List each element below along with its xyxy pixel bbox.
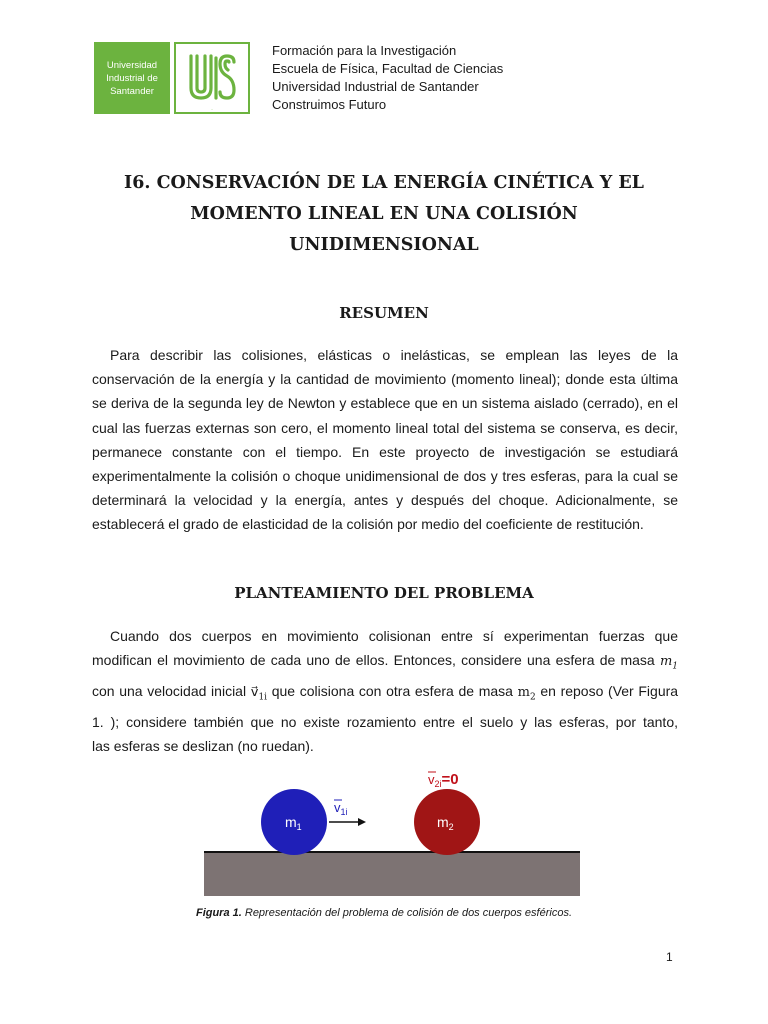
uis-mark-text: UIS <box>211 110 213 111</box>
text-fragment: con una velocidad inicial <box>92 683 247 699</box>
title-line: MOMENTO LINEAL EN UNA COLISIÓN <box>190 204 578 224</box>
text-line: se deriva de la segunda ley de Newton y establece que en un sistema aislado (cerrado), en el <box>92 395 678 412</box>
logo-text-line: Santander <box>110 85 154 97</box>
resumen-paragraph <box>92 343 678 537</box>
text-line: Para describir las colisiones, elásticas o inelásticas, se emplean las leyes de la <box>110 347 678 363</box>
resumen-heading: RESUMEN <box>339 304 429 322</box>
v2-label: $v_{2i}=0$ <box>428 771 459 789</box>
text-line <box>92 648 678 679</box>
text-line: 1. ); considere también que no existe rozamiento entre el suelo y las esferas, por tanto, <box>92 713 678 730</box>
document-title <box>84 168 684 261</box>
header-line: Escuela de Física, Facultad de Ciencias <box>272 61 504 76</box>
text-line: las esferas se deslizan (no ruedan). <box>92 738 314 754</box>
uis-logo-mark <box>174 42 250 114</box>
caption-text: Representación del problema de colisión de dos cuerpos esféricos. <box>241 907 573 919</box>
page-header <box>94 42 694 114</box>
collision-figure <box>200 760 590 900</box>
planteamiento-heading: PLANTEAMIENTO DEL PROBLEMA <box>234 584 534 602</box>
text-fragment: modifican el movimiento de cada uno de ellos. Entonces, considere una esfera de masa <box>92 652 655 669</box>
header-line: Universidad Industrial de Santander <box>272 79 479 94</box>
logo-text-line: Industrial de <box>106 72 158 84</box>
ball-2-label: $m_2$ <box>437 814 454 832</box>
math-v1i: $v⃗_{1i}$ <box>250 685 268 703</box>
caption-label: Figura 1. <box>195 907 242 919</box>
figure-drawing <box>200 760 590 900</box>
figure-caption <box>84 907 684 919</box>
title-line: I6. CONSERVACIÓN DE LA ENERGÍA CINÉTICA Y EL <box>124 173 644 193</box>
title-line: UNIDIMENSIONAL <box>289 235 479 255</box>
page-number: 1 <box>666 950 673 964</box>
math-m2: $m_2$ <box>517 685 536 703</box>
header-text <box>272 42 503 114</box>
text-fragment: en reposo (Ver Figura <box>540 683 679 699</box>
text-line <box>92 679 678 710</box>
text-line: experimentalmente la colisión o choque unidimensional de dos y tres esferas, para la cual se <box>92 468 678 485</box>
planteamiento-paragraph <box>92 624 678 758</box>
text-line: cual las fuerzas externas son cero, el momento lineal total del sistema se conserva, es decir, <box>92 419 678 436</box>
ball-1-label: $m_1$ <box>285 814 302 832</box>
v1-label: $v_{1i}$ <box>334 800 348 817</box>
header-line: Formación para la Investigación <box>272 43 457 58</box>
text-line: establecerá el grado de elasticidad de la colisión por medio del coeficiente de restitución. <box>92 516 644 533</box>
logo-text-line: Universidad <box>106 59 158 71</box>
text-line: conservación de la energía y la cantidad de movimiento (momento lineal); donde esta última <box>92 371 678 388</box>
velocity-arrow-head <box>358 818 366 826</box>
text-line: determinará la velocidad y la energía, antes y después del choque. Adicionalmente, se <box>92 492 678 509</box>
ground-rect <box>204 852 580 896</box>
math-m1: $m_1$ <box>659 654 679 672</box>
text-line: permanece constante con el tiempo. En este proyecto de investigación se estudiará <box>92 443 678 460</box>
uis-mark-icon <box>176 44 248 112</box>
text-fragment: que colisiona con otra esfera de masa <box>271 683 513 699</box>
header-line: Construimos Futuro <box>272 97 387 112</box>
text-line: Cuando dos cuerpos en movimiento colisionan entre sí experimentan fuerzas que <box>110 628 678 644</box>
university-logo <box>94 42 170 114</box>
